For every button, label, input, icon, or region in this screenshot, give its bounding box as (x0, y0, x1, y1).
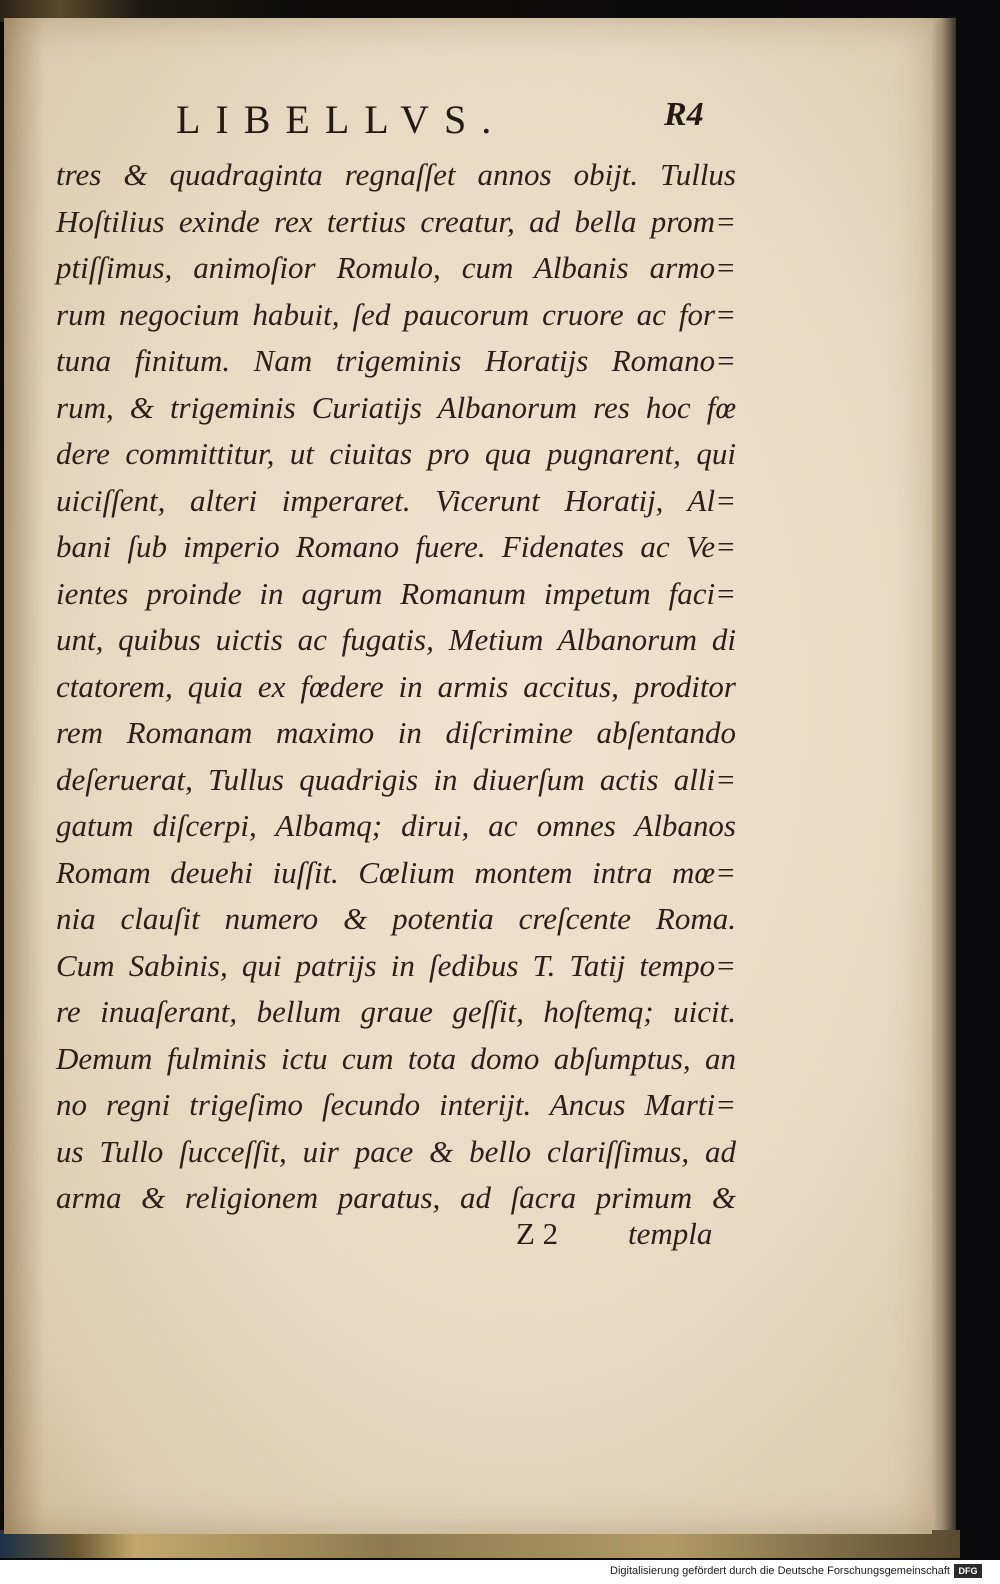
text-line: dere committitur, ut ciuitas pro qua pugnarent, qui (56, 436, 736, 471)
text-line: Demum fulminis ictu cum tota domo abſumptus, an (56, 1040, 736, 1076)
text-line: rem Romanam maximo in diſcrimine abſentando (56, 715, 736, 750)
text-line: bani ſub imperio Romano fuere. Fidenates ac Ve= (56, 529, 736, 564)
text-line: rum negocium habuit, ſed paucorum cruore ac for= (56, 296, 736, 332)
text-line: tuna finitum. Nam trigeminis Horatijs Romano= (56, 343, 736, 378)
funding-credit: Digitalisierung gefördert durch die Deutsche Forschungsgemeinschaft (610, 1565, 950, 1577)
folio-signature: R4 (664, 96, 704, 133)
body-text (56, 152, 736, 1222)
text-line: ptiſſimus, animoſior Romulo, cum Albanis armo= (56, 250, 736, 285)
text-line: Romam deuehi iuſſit. Cœlium montem intra mœ= (56, 854, 736, 890)
text-line: ctatorem, quia ex fœdere in armis accitus, proditor (56, 668, 736, 704)
text-line: re inuaſerant, bellum graue geſſit, hoſtemq; uicit. (56, 994, 736, 1029)
text-line: us Tullo ſucceſſit, uir pace & bello clariſſimus, ad (56, 1133, 736, 1169)
text-line: uiciſſent, alteri imperaret. Vicerunt Horatij, Al= (56, 482, 736, 518)
book-fore-edge (930, 18, 956, 1538)
text-line: gatum diſcerpi, Albamq; dirui, ac omnes Albanos (56, 808, 736, 843)
text-line: unt, quibus uictis ac fugatis, Metium Albanorum di (56, 622, 736, 657)
text-line: Hoſtilius exinde rex tertius creatur, ad bella prom= (56, 203, 736, 239)
text-line: nia clauſit numero & potentia creſcente Roma. (56, 901, 736, 936)
text-line: rum, & trigeminis Curiatijs Albanorum res hoc fœ (56, 389, 736, 425)
page-signature: Z 2 (516, 1216, 559, 1251)
dfg-logo: DFG (954, 1564, 982, 1578)
text-line: Cum Sabinis, qui patrijs in ſedibus T. Tatij tempo= (56, 947, 736, 983)
text-line: ientes proinde in agrum Romanum impetum faci= (56, 575, 736, 611)
text-line: no regni trigeſimo ſecundo interijt. Ancus Marti= (56, 1087, 736, 1122)
catchword: templa (628, 1216, 713, 1251)
text-line: tres & quadraginta regnaſſet annos obijt. Tullus (56, 157, 736, 192)
text-line: deſeruerat, Tullus quadrigis in diuerſum actis alli= (56, 761, 736, 797)
text-line: arma & religionem paratus, ad ſacra primum & (56, 1180, 736, 1215)
book-bottom-edge (0, 1530, 960, 1558)
running-head: LIBELLVS. (176, 97, 507, 142)
